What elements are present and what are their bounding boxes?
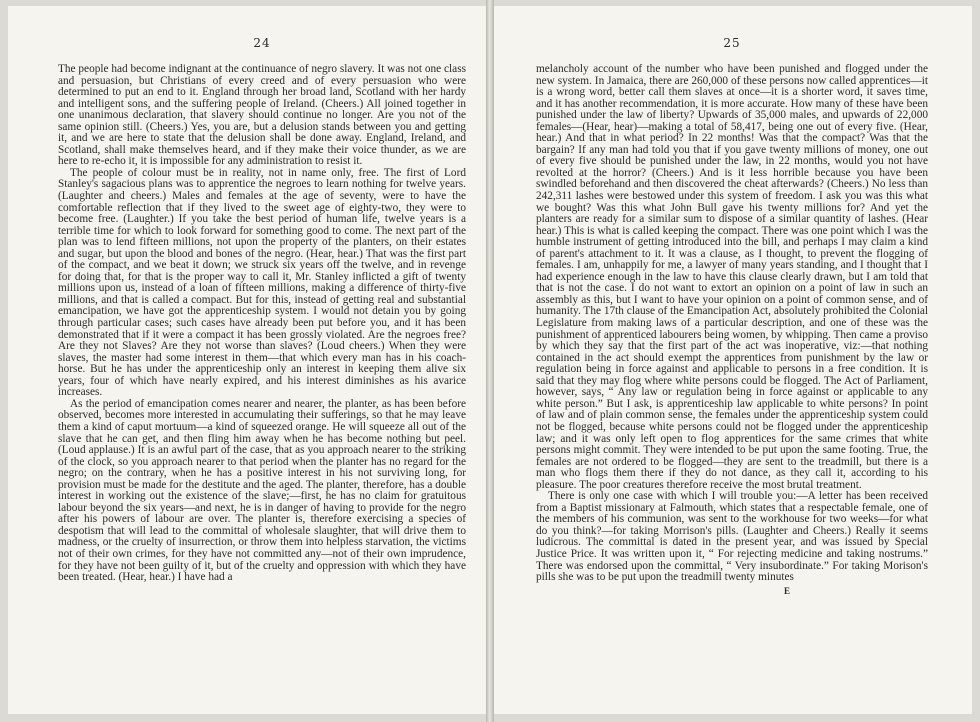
book-gutter <box>486 0 494 722</box>
paragraph: melancholy account of the number who have been punished and flogged under the new system. In Jamaica, there are 260,000 of these persons now called apprentices—it is a wrong word, better call them slaves at once—it is a shorter word, it saves time, and it has another recommendation, it is more accurate. How many of these have been punished under the law of liberty? Upwards of 35,000 males, and upwards of 22,000 females—(Hear, hear)—making a total of 58,417, being one out of every five. (Hear, hear.) And that in what period? In 22 months! Was that the compact? Was that the bargain? If any man had told you that if you gave twenty millions of money, one out of every five should be punished under the law, in 22 months, would you not have revolted at the horror? (Cheers.) And is it less horrible because you have been swindled beforehand and then discovered the cheat afterwards? (Cheers.) No less than 242,311 lashes were bestowed under this system of freedom. I ask you was this what we bought? Was this what John Bull gave his twenty millions for? And yet the planters are ready for a similar sum to dispose of a similar quantity of lashes. (Hear hear.) This is what is called keeping the compact. There was one point which I was the humble instrument of getting introduced into the bill, and perhaps I may claim a kind of parent's attachment to it. It was a clause, as I thought, to prevent the flogging of females. I am, unhappily for me, a lawyer of many years standing, and I thought that I had experience enough in the law to have this clause clearly drawn, but I am told that that is not the case. I do not want to extort an opinion on a point of law in such an assembly as this, but I want to have your opinion on a point of common sense, and of humanity. The 17th clause of the Emancipation Act, absolutely prohibited the Colonial Legislature from making laws of a particular description, and one of these was the punishment of apprenticed labourers being women, by whipping. Then came a proviso by which they say that the first part of the act was inoperative, viz:—that nothing contained in the act should exempt the apprentices from punishment by the law or regulation being in force against and applicable to persons in a free condition. It is said that they may flog where white persons could be flogged. The Act of Parliament, however, says, “ Any law or regulation being in force against or applicable to any white person.” But I ask, is apprenticeship law applicable to white persons? In point of law and of plain common sense, the females under the apprenticeship system could not be flogged, because white persons could not be flogged under the apprenticeship law; and it was only left open to flog apprentices for the same crimes that white persons might commit. They were intended to be put upon the same footing. True, the females are not ordered to be flogged—they are sent to the treadmill, but there is a man who flogs them there if they do not dance, as they call it, according to his pleasure. The poor creatures therefore receive the most brutal treatment. <box>536 63 928 491</box>
paragraph: The people of colour must be in reality, not in name only, free. The first of Lord Stanley's sagacious plans was to apprentice the negroes to learn nothing for twelve years. (Laughter and cheers.) Males and females at the age of seventy, were to have the comfortable reflection that if they lived to the sweet age of eighty-two, they were to become free. (Laughter.) If you take the best period of human life, twelve years is a terrible time for which to look forward for something good to come. The next part of the plan was to lend fifteen millions, not upon the property of the planters, on their estates and sugar, but upon the blood and bones of the negro. (Hear, hear.) That was the first part of the compact, and we beat it down; we struck six years off the twelve, and in revenge for doing that, for that is the proper way to call it, Mr. Stanley inflicted a gift of twenty millions upon us, instead of a loan of fifteen millions, making a difference of thirty-five millions, and that is called a compact. But for this, instead of getting real and substantial emancipation, we have got the apprenticeship system. I would not detain you by going through particular cases; such cases have already been put before you, and it has been demonstrated that if it were a compact it has been grossly violated. Are the negroes free? Are they not Slaves? Are they not worse than slaves? (Loud cheers.) When they were slaves, the master had some interest in them—that which every man has in his coach-horse. But he has under the apprenticeship only an interest in keeping them alive six years, four of which have nearly expired, and his interest diminishes as his avarice increases. <box>58 166 466 399</box>
right-page-body <box>536 64 928 584</box>
left-page-body <box>58 64 466 584</box>
paragraph: The people had become indignant at the continuance of negro slavery. It was not one class and persuasion, but Christians of every creed and of every persuasion who were determined to put an end to it. England through her broad land, Scotland with her hardy and intelligent sons, and the suffering people of Ireland. (Cheers.) All joined together in one unanimous declaration, that slavery should continue no longer. Are you not of the same opinion still. (Cheers.) Yes, you are, but a delusion stands between you and getting it, and we are here to state that the delusion shall be done away. England, Ireland, and Scotland, shall make themselves heard, and if they make their voice thunder, as we are here to re-echo it, it is impossible for any administration to resist it. <box>58 63 466 168</box>
paragraph: There is only one case with which I will trouble you:—A letter has been received from a Baptist missionary at Falmouth, which states that a respectable female, one of the members of his communion, was sent to the workhouse for two weeks—for what do you think?—for taking Morrison's pills. (Laughter and Cheers.) Really it seems ludicrous. The committal is dated in the present year, and was issued by Special Justice Price. It was written upon it, “ For rejecting medicine and taking nostrums.” There was endorsed upon the committal, “ Very insubordinate.” For taking Morison's pills she was to be put upon the treadmill twenty minutes <box>536 490 928 584</box>
paragraph: As the period of emancipation comes nearer and nearer, the planter, as has been before observed, becomes more interested in accumulating their sufferings, so that he may leave them a kind of caput mortuum—a kind of squeezed orange. He will squeeze all out of the slave that he can get, and then fling him away when he has become nothing but peel. (Loud applause.) It is an awful part of the case, that as you approach nearer to the striking of the clock, so you approach nearer to that period when the planter has no regard for the negro; on the contrary, when he has a positive interest in his not surviving long, for provision must be made for the destitute and the aged. The planter, therefore, has a double interest in working out the existence of the slave;—first, he has no claim for gratuitous labour beyond the six years—and next, he is in danger of having to provide for the negro after his powers of labour are over. The planter is, therefore exercising a species of despotism that will lead to the committal of wholesale slaughter, that will drive them to madness, or the cruelty of insurrection, or throw them into helpless starvation, the victims not of their own crimes, for they have not committed any—not of their own imprudence, for they have not been guilty of it, but of the cruelty and oppression with which they have been treated. (Hear, hear.) I have had a <box>58 397 466 584</box>
right-page <box>494 6 972 714</box>
page-number-left: 24 <box>253 36 271 50</box>
signature-mark: E <box>783 585 790 596</box>
left-page <box>8 6 486 714</box>
page-number-right: 25 <box>723 36 741 50</box>
